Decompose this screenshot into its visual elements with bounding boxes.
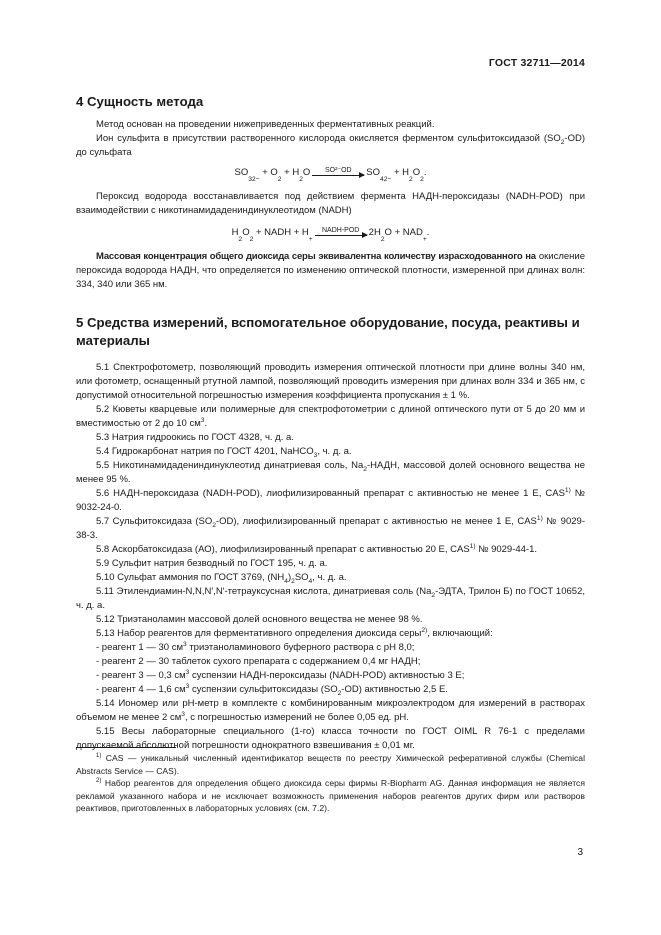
item-5-5: 5.5 Никотинамидадениндинуклеотид динатриевая соль, $Na_2$-НАДН, массовой долей основного вещества не менее 95 %. (76, 460, 585, 485)
item-5-13: 5.13 Набор реагентов для ферментативного определения диоксида серы$^{2)}$, включающий: (96, 626, 493, 639)
equation-peroxide-reduction: H 2 O 2 + NADH + H + NADH-POD 2H 2 O + NAD + . (231, 227, 430, 243)
reagent-4: - реагент 4 — 1,6 $см^3$ суспензии сульфитоксидазы $(SO_2-OD)$ активностью 2,5 Е. (96, 682, 448, 697)
smeared-text: Массовая концентрация общего диоксида серы эквивалентна количеству израсходованного на (96, 251, 536, 262)
section-5-heading: 5 Средства измерений, вспомогательное оборудование, посуда, реактивы и материалы (76, 315, 580, 348)
section-4-heading: 4 Сущность метода (76, 94, 204, 109)
item-5-7: 5.7 Сульфитоксидаза $(SO_2-OD)$, лиофилизированный препарат с активностью не менее 1 Е, CAS$^{1)}$ № 9029-38-3. (76, 514, 585, 541)
paragraph-method-basis: Метод основан на проведении нижеприведенных ферментативных реакций. (96, 119, 435, 130)
item-5-11: 5.11 Этилендиамин-N,N,N′,N′-тетрауксусная кислота, динатриевая соль ($Na_2$-ЭДТА, Трилон Б) по ГОСТ 10652, ч. д. а. (76, 586, 585, 611)
item-5-9: 5.9 Сульфит натрия безводный по ГОСТ 195, ч. д. а. (96, 558, 328, 569)
item-5-8: 5.8 Аскорбатоксидаза (АО), лиофилизированный препарат с активностью 20 Е, CAS$^{1)}$ № 9029-44-1. (96, 542, 538, 555)
equation-sulfite-oxidation: SO 3 2− + O 2 + H 2 O SO²⁻OD SO 4 2− + H 2 O 2 . (234, 167, 427, 183)
catalyst-label: NADH-POD (322, 227, 360, 234)
reaction-arrow (312, 167, 364, 180)
page-number: 3 (577, 847, 583, 858)
page-body (76, 93, 585, 753)
item-5-10: 5.10 Сульфат аммония по ГОСТ 3769, $(NH_4)_2SO_4$, ч. д. а. (96, 572, 347, 585)
reaction-arrow (315, 227, 367, 240)
item-5-12: 5.12 Триэтаноламин массовой долей основного вещества не менее 98 %. (96, 614, 423, 625)
footnotes (76, 747, 585, 815)
item-5-3: 5.3 Натрия гидроокись по ГОСТ 4328, ч. д. а. (96, 432, 294, 443)
item-5-14: 5.14 Иономер или рН-метр в комплекте с комбинированным микроэлектродом для измерений в растворах объемом не менее 2 $см^3$, с погрешностью измерений не более 0,05 ед. рН. (76, 698, 585, 723)
item-5-15: 5.15 Весы лабораторные специального (1-го) класса точности по ГОСТ OIML R 76-1 с пределами допускаемой абсолютной погрешности однократного взвешивания ± 0,01 мг. (76, 726, 585, 751)
paragraph-sulfite-oxidation: Ион сульфита в присутствии растворенного кислорода окисляется ферментом сульфитоксидазой $(SO_2-OD)$ до сульфата (76, 133, 585, 158)
paragraph-concentration: Массовая концентрация общего диоксида серы эквивалентна количеству израсходованного на окисление пероксида водорода НАДН, что определяется по изменению оптической плотности, измеренной при длинах волн: 334, 340 или 365 нм. (76, 251, 585, 290)
footnote-2: $^{2)}$ Набор реагентов для определения общего диоксида серы фирмы R-Biopharm AG. Данная информация не является рекламой указанного набора и не исключает возможность применения наборов реагентов других фирм или растворов реактивов, приготовленных в лабораторных условиях (см. 7.2). (76, 778, 585, 813)
footnote-1: $^{1)}$ CAS — уникальный численный идентификатор веществ по реестру Химической реферативной службы (Chemical Abstracts Service — CAS). (76, 753, 585, 776)
footnote-rule (76, 747, 176, 748)
reagent-3: - реагент 3 — 0,3 $см^3$ суспензии НАДН-пероксидазы (NADH-POD) активностью 3 Е; (96, 668, 465, 681)
item-5-2: 5.2 Кюветы кварцевые или полимерные для спектрофотометрии с длиной оптического пути от 5 до 20 мм и вместимостью от 2 до 10 $см^3$. (76, 404, 585, 429)
item-5-1: 5.1 Спектрофотометр, позволяющий проводить измерения оптической плотности при длине волны 340 нм, или фотометр, оснащенный ртутной лампой, позволяющий проводить измерения при длинах волн 334 и 365 нм, с допустимой относительной погрешностью измерения коэффициента пропускания ± 1 %. (76, 362, 585, 401)
item-5-4: 5.4 Гидрокарбонат натрия по ГОСТ 4201, NaHCO$_3$, ч. д. а. (96, 446, 352, 459)
reagent-2: - реагент 2 — 30 таблеток сухого препарата с содержанием 0,4 мг НАДН; (96, 656, 421, 667)
paragraph-peroxide-reduction: Пероксид водорода восстанавливается под действием фермента НАДН-пероксидазы (NADH-POD) при взаимодействии с никотинамидадениндинуклеотидом (NADH) (76, 191, 585, 216)
catalyst-label: SO²⁻OD (324, 167, 352, 174)
document-header: ГОСТ 32711—2014 (488, 57, 585, 69)
reagent-1: - реагент 1 — 30 $см^3$ триэтаноламинового буферного раствора с рН 8,0; (96, 640, 415, 653)
item-5-6: 5.6 НАДН-пероксидаза (NADH-POD), лиофилизированный препарат с активностью не менее 1 Е, CAS$^{1)}$ № 9032-24-0. (76, 486, 585, 513)
